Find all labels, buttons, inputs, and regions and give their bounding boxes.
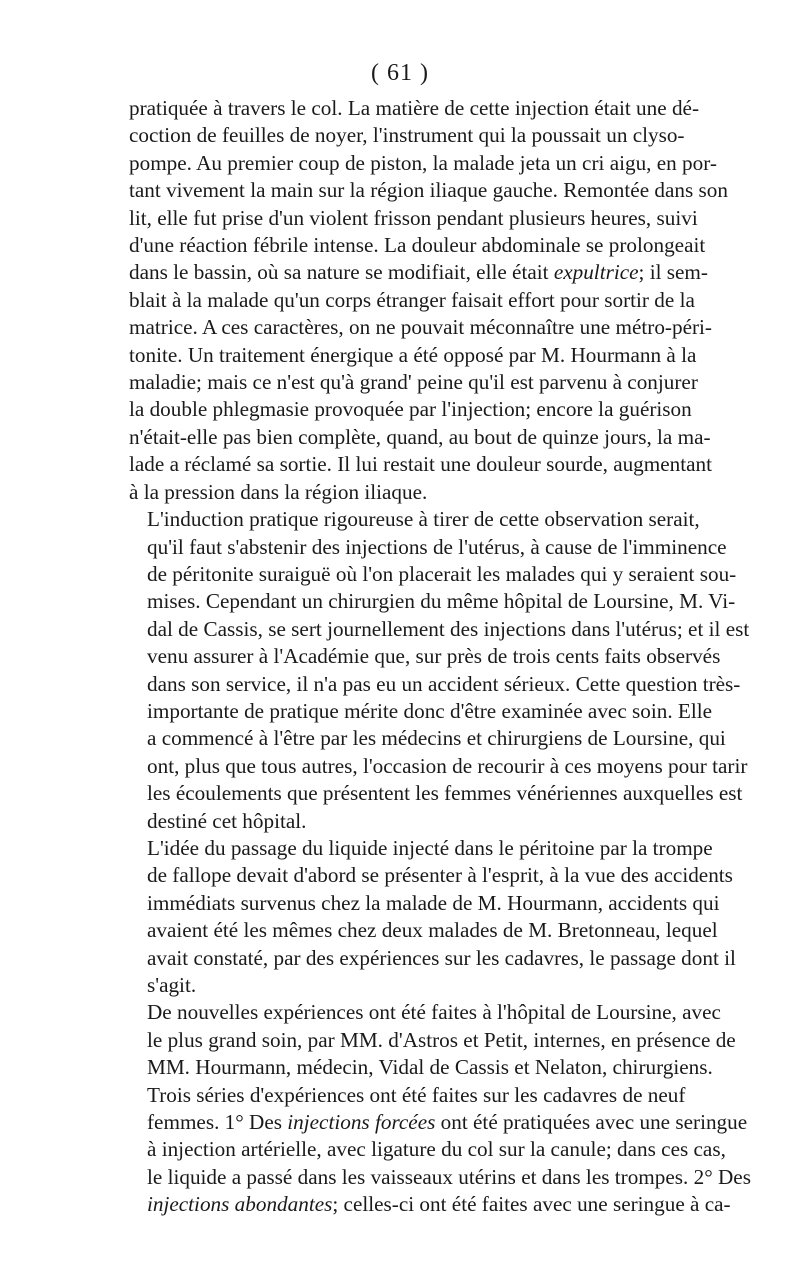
text-line: lade a réclamé sa sortie. Il lui restait une douleur sourde, augmentant	[129, 452, 713, 477]
text-line: matrice. A ces caractères, on ne pouvait méconnaître une métro-péri-	[129, 315, 712, 340]
text-line: d'une réaction fébrile intense. La douleur abdominale se prolongeait	[129, 233, 706, 258]
paragraph	[129, 1082, 751, 1219]
text-line: tonite. Un traitement énergique a été opposé par M. Hourmann à la	[129, 342, 697, 367]
text-line: immédiats survenus chez la malade de M. Hourmann, accidents qui	[147, 890, 720, 915]
text-line: la double phlegmasie provoquée par l'injection; encore la guérison	[129, 397, 692, 422]
text-line: avaient été les mêmes chez deux malades de M. Bretonneau, lequel	[147, 918, 718, 943]
text-line: s'agit.	[147, 973, 197, 997]
text-line: mises. Cependant un chirurgien du même hôpital de Loursine, M. Vi-	[147, 589, 736, 614]
paragraph	[129, 95, 728, 506]
text-line: tant vivement la main sur la région iliaque gauche. Remontée dans son	[129, 178, 728, 203]
text-line: injections abondantes; celles-ci ont été faites avec une seringue à ca-	[147, 1192, 731, 1217]
text-line: dans le bassin, où sa nature se modifiait, elle était expultrice; il sem-	[129, 260, 708, 285]
text-line: L'idée du passage du liquide injecté dans le péritoine par la trompe	[147, 835, 713, 860]
paragraph	[129, 506, 750, 835]
text-line: femmes. 1° Des injections forcées ont été pratiquées avec une seringue	[147, 1110, 748, 1135]
text-line: maladie; mais ce n'est qu'à grand' peine qu'il est parvenu à conjurer	[129, 370, 698, 395]
page-number: ( 61 )	[371, 60, 429, 86]
body-text	[129, 95, 751, 1219]
text-line: lit, elle fut prise d'un violent frisson pendant plusieurs heures, suivi	[129, 205, 698, 230]
text-line: dal de Cassis, se sert journellement des injections dans l'utérus; et il est	[147, 616, 750, 641]
paragraph	[129, 835, 736, 999]
text-line: les écoulements que présentent les femmes vénériennes auxquelles est	[147, 781, 743, 806]
text-line: coction de feuilles de noyer, l'instrument qui la poussait un clyso-	[129, 123, 685, 148]
text-line: destiné cet hôpital.	[147, 808, 307, 833]
text-line: pompe. Au premier coup de piston, la malade jeta un cri aigu, en por-	[129, 150, 717, 175]
text-line: à la pression dans la région iliaque.	[129, 479, 428, 504]
text-line: De nouvelles expériences ont été faites à l'hôpital de Loursine, avec	[147, 1000, 721, 1025]
text-line: Trois séries d'expériences ont été faites sur les cadavres de neuf	[147, 1082, 686, 1107]
text-line: avait constaté, par des expériences sur les cadavres, le passage dont il	[147, 945, 736, 970]
text-line: venu assurer à l'Académie que, sur près de trois cents faits observés	[147, 644, 721, 669]
text-line: de fallope devait d'abord se présenter à l'esprit, à la vue des accidents	[147, 863, 733, 888]
text-line: qu'il faut s'abstenir des injections de l'utérus, à cause de l'imminence	[147, 534, 727, 559]
text-line: importante de pratique mérite donc d'être examinée avec soin. Elle	[147, 698, 713, 723]
paragraph	[129, 999, 736, 1081]
text-line: a commencé à l'être par les médecins et chirurgiens de Loursine, qui	[147, 726, 726, 751]
text-line: n'était-elle pas bien complète, quand, au bout de quinze jours, la ma-	[129, 424, 711, 449]
text-line: le liquide a passé dans les vaisseaux utérins et dans les trompes. 2° Des	[147, 1164, 751, 1189]
text-line: MM. Hourmann, médecin, Vidal de Cassis et Nelaton, chirurgiens.	[147, 1055, 713, 1080]
text-line: à injection artérielle, avec ligature du col sur la canule; dans ces cas,	[147, 1137, 726, 1162]
text-line: le plus grand soin, par MM. d'Astros et Petit, internes, en présence de	[147, 1027, 736, 1052]
text-line: pratiquée à travers le col. La matière de cette injection était une dé-	[129, 96, 700, 120]
text-line: blait à la malade qu'un corps étranger faisait effort pour sortir de la	[129, 287, 695, 312]
text-line: L'induction pratique rigoureuse à tirer de cette observation serait,	[147, 507, 700, 532]
text-line: de péritonite suraiguë où l'on placerait les malades qui y seraient sou-	[147, 561, 737, 586]
text-line: dans son service, il n'a pas eu un accident sérieux. Cette question très-	[147, 671, 741, 696]
text-line: ont, plus que tous autres, l'occasion de recourir à ces moyens pour tarir	[147, 753, 748, 778]
